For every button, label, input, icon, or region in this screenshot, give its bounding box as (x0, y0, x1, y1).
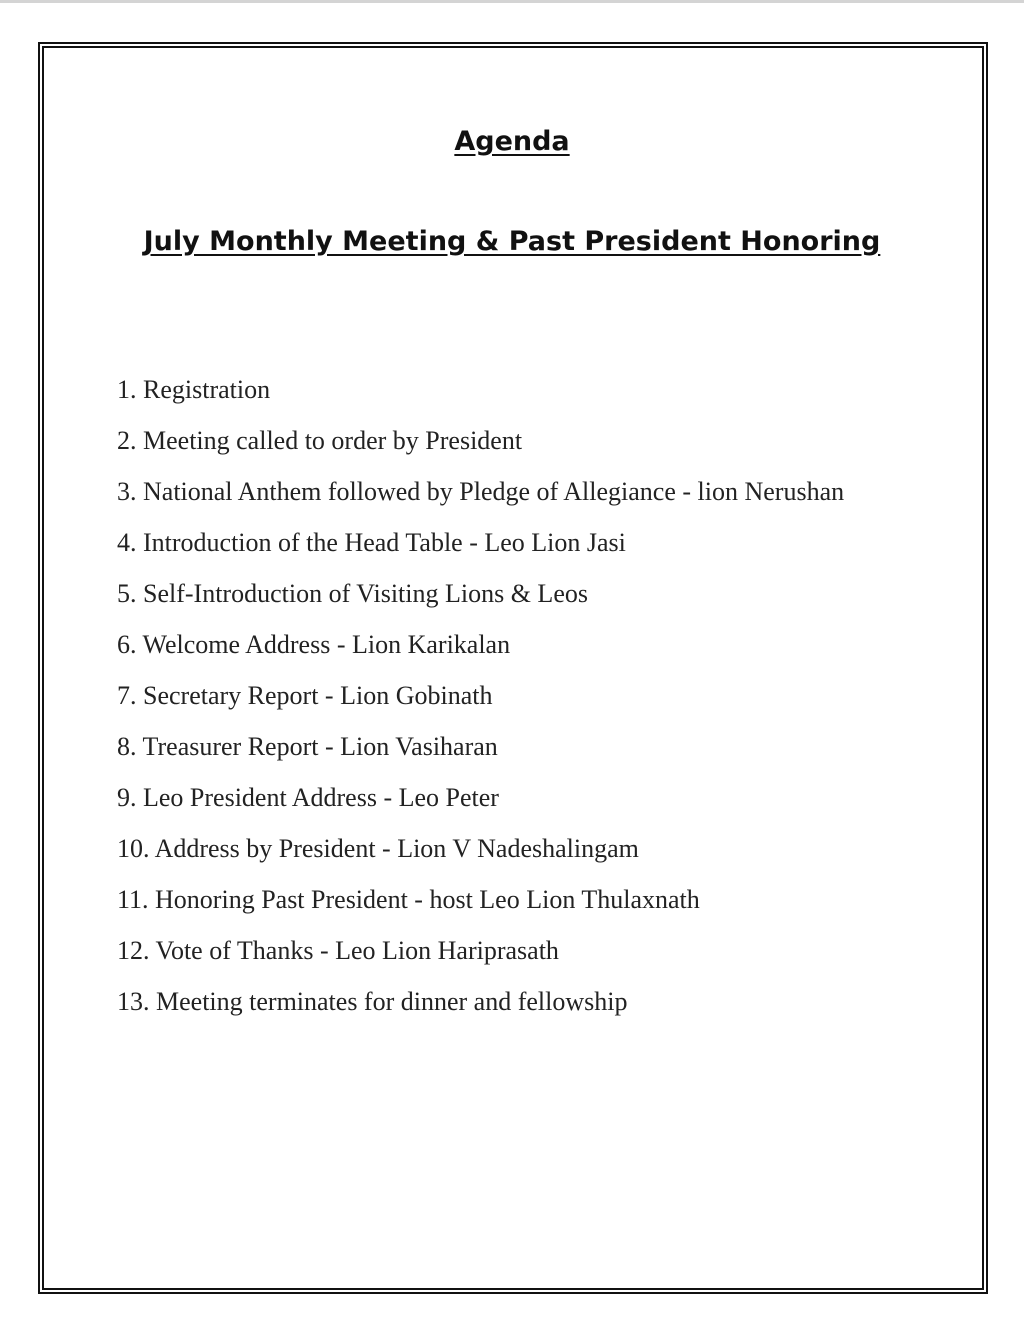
agenda-item: 1. Registration (117, 375, 271, 404)
agenda-item: 11. Honoring Past President - host Leo Lion Thulaxnath (117, 885, 700, 914)
agenda-list (117, 372, 877, 1035)
agenda-item: 4. Introduction of the Head Table - Leo Lion Jasi (117, 528, 626, 557)
agenda-item: 3. National Anthem followed by Pledge of Allegiance - lion Nerushan (117, 477, 845, 506)
top-divider (0, 0, 1024, 3)
page-title: Agenda (454, 126, 570, 157)
agenda-item: 10. Address by President - Lion V Nadeshalingam (117, 834, 639, 863)
agenda-item: 5. Self-Introduction of Visiting Lions & Leos (117, 579, 588, 608)
agenda-item: 8. Treasurer Report - Lion Vasiharan (117, 732, 498, 761)
agenda-item: 13. Meeting terminates for dinner and fellowship (117, 987, 628, 1016)
agenda-item: 7. Secretary Report - Lion Gobinath (117, 681, 493, 710)
page-subtitle: July Monthly Meeting & Past President Honoring (143, 226, 881, 257)
agenda-item: 6. Welcome Address - Lion Karikalan (117, 630, 511, 659)
agenda-item: 9. Leo President Address - Leo Peter (117, 783, 499, 812)
agenda-item: 2. Meeting called to order by President (117, 426, 523, 455)
agenda-item: 12. Vote of Thanks - Leo Lion Hariprasath (117, 936, 559, 965)
